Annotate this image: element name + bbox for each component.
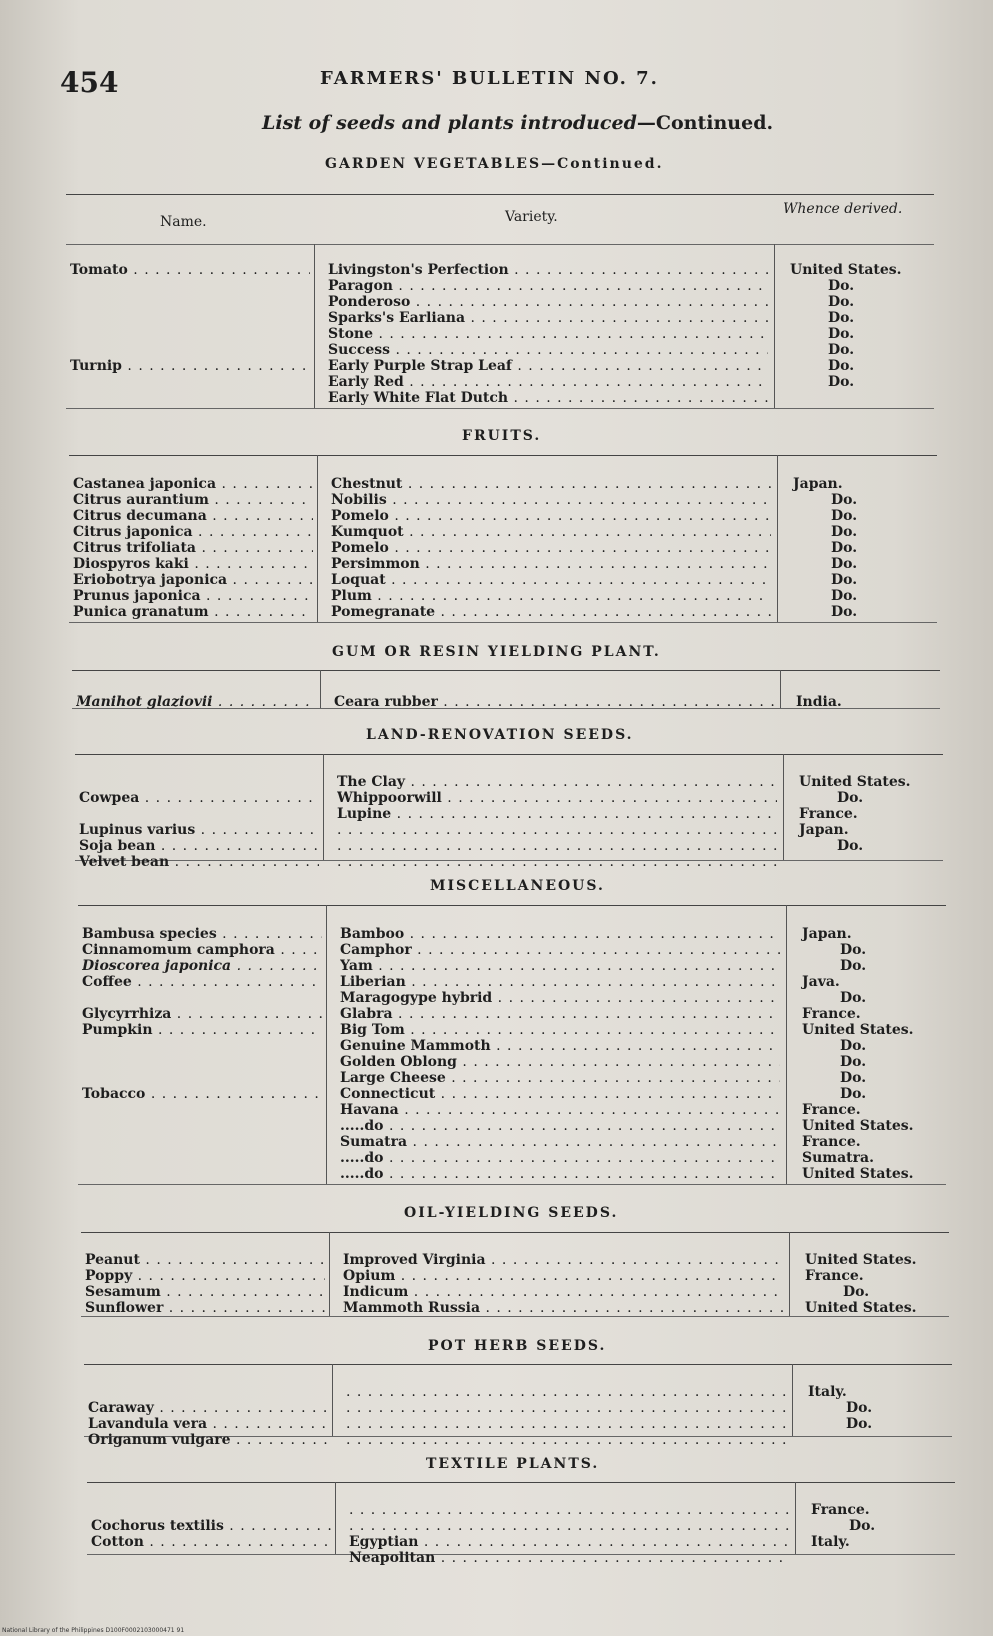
section-top-rule	[72, 670, 940, 671]
whence-derived: United States.	[799, 774, 911, 790]
whence-derived: Do.	[828, 294, 855, 310]
table-row	[0, 588, 993, 604]
section-title: MISCELLANEOUS.	[430, 878, 605, 894]
whence-derived: Italy.	[808, 1384, 847, 1400]
plant-name-text: Citrus trifoliata	[73, 540, 197, 556]
table-row	[0, 806, 993, 822]
list-title	[262, 112, 773, 134]
variety-cell	[340, 1086, 780, 1102]
plant-name-text: Origanum vulgare	[88, 1432, 231, 1448]
variety-cell	[331, 524, 771, 540]
variety-text: Success	[328, 342, 391, 358]
table-row	[0, 1102, 993, 1118]
plant-name-text: Glycyrrhiza	[82, 1006, 172, 1022]
section-title: POT HERB SEEDS.	[428, 1338, 607, 1354]
variety-cell	[340, 990, 780, 1006]
running-head: FARMERS' BULLETIN NO. 7.	[320, 68, 659, 89]
variety-text: Egyptian	[349, 1534, 419, 1550]
table-row	[0, 774, 993, 790]
table-row	[0, 1384, 993, 1400]
table-row	[0, 1432, 993, 1448]
whence-derived: Do.	[840, 942, 867, 958]
whence-derived: Do.	[831, 604, 858, 620]
table-row	[0, 342, 993, 358]
whence-derived: France.	[802, 1006, 861, 1022]
whence-derived: United States.	[790, 262, 902, 278]
table-row	[0, 1022, 993, 1038]
plant-name	[82, 942, 322, 958]
variety-cell	[337, 854, 777, 870]
plant-name-text: Cotton	[91, 1534, 144, 1550]
plant-name	[70, 358, 310, 374]
table-row	[0, 790, 993, 806]
variety-cell	[328, 374, 768, 390]
whence-derived: United States.	[805, 1300, 917, 1316]
section-title: FRUITS.	[462, 428, 542, 444]
table-row	[0, 508, 993, 524]
column-header-variety: Variety.	[505, 209, 558, 225]
plant-name-text: Poppy	[85, 1268, 133, 1284]
plant-name-text: Sunflower	[85, 1300, 164, 1316]
table-row	[0, 294, 993, 310]
section-title: OIL-YIELDING SEEDS.	[404, 1205, 619, 1221]
whence-derived: France.	[805, 1268, 864, 1284]
table-row	[0, 854, 993, 870]
table-row	[0, 1400, 993, 1416]
variety-text: Persimmon	[331, 556, 420, 572]
variety-text: Maragogype hybrid	[340, 990, 493, 1006]
whence-derived: Do.	[831, 508, 858, 524]
whence-derived: Do.	[840, 958, 867, 974]
variety-text: Improved Virginia	[343, 1252, 486, 1268]
table-row	[0, 1284, 993, 1300]
column-header-whence: Whence derived.	[783, 201, 903, 217]
variety-text: Pomelo	[331, 508, 389, 524]
variety-cell	[340, 1038, 780, 1054]
table-row	[0, 540, 993, 556]
whence-derived: France.	[802, 1134, 861, 1150]
plant-name-text: Cinnamomum camphora	[82, 942, 275, 958]
variety-cell	[328, 310, 768, 326]
variety-cell	[349, 1550, 789, 1566]
variety-cell	[349, 1518, 789, 1534]
table-row	[0, 1070, 993, 1086]
variety-text: Liberian	[340, 974, 406, 990]
plant-name-text: Castanea japonica	[73, 476, 217, 492]
plant-name	[73, 524, 313, 540]
table-row	[0, 1118, 993, 1134]
table-top-rule	[66, 194, 934, 195]
plant-name-text: Cochorus textilis	[91, 1518, 224, 1534]
plant-name-text: Eriobotrya japonica	[73, 572, 228, 588]
table-row	[0, 1518, 993, 1534]
variety-text: Glabra	[340, 1006, 393, 1022]
whence-derived: France.	[799, 806, 858, 822]
variety-text: The Clay	[337, 774, 406, 790]
whence-derived: Do.	[828, 326, 855, 342]
plant-name	[88, 1416, 328, 1432]
whence-derived: Do.	[831, 524, 858, 540]
variety-text: Pomelo	[331, 540, 389, 556]
variety-cell	[346, 1400, 786, 1416]
plant-name	[73, 476, 313, 492]
section-top-rule	[69, 455, 937, 456]
plant-name	[79, 854, 319, 870]
variety-cell	[346, 1416, 786, 1432]
variety-text: Bamboo	[340, 926, 405, 942]
plant-name-text: Velvet bean	[79, 854, 170, 870]
whence-derived: Sumatra.	[802, 1150, 874, 1166]
table-row	[0, 326, 993, 342]
plant-name-text: Cowpea	[79, 790, 140, 806]
plant-name	[85, 1300, 325, 1316]
variety-text: Camphor	[340, 942, 412, 958]
variety-cell	[340, 1102, 780, 1118]
plant-name	[91, 1534, 331, 1550]
variety-cell	[331, 588, 771, 604]
whence-derived: Japan.	[802, 926, 852, 942]
variety-cell	[340, 1070, 780, 1086]
section-title: GUM OR RESIN YIELDING PLANT.	[332, 644, 661, 660]
variety-text: Genuine Mammoth	[340, 1038, 491, 1054]
plant-name	[91, 1518, 331, 1534]
section-top-rule	[84, 1364, 952, 1365]
table-row	[0, 822, 993, 838]
plant-name	[73, 492, 313, 508]
variety-text: Plum	[331, 588, 372, 604]
whence-derived: Do.	[831, 588, 858, 604]
plant-name	[82, 926, 322, 942]
plant-name	[79, 822, 319, 838]
variety-text: Large Cheese	[340, 1070, 446, 1086]
table-row	[0, 524, 993, 540]
variety-text: Whippoorwill	[337, 790, 442, 806]
variety-cell	[331, 492, 771, 508]
whence-derived: France.	[811, 1502, 870, 1518]
section-bottom-rule	[66, 408, 934, 409]
variety-cell	[337, 822, 777, 838]
section-title: TEXTILE PLANTS.	[426, 1456, 600, 1472]
plant-name-text: Caraway	[88, 1400, 154, 1416]
section-title: LAND-RENOVATION SEEDS.	[366, 727, 634, 743]
list-title-continued: —Continued.	[636, 112, 774, 134]
table-row	[0, 1086, 993, 1102]
whence-derived: United States.	[802, 1118, 914, 1134]
table-row	[0, 358, 993, 374]
whence-derived: Do.	[828, 342, 855, 358]
plant-name-text: Peanut	[85, 1252, 140, 1268]
plant-name	[73, 588, 313, 604]
plant-name	[79, 790, 319, 806]
variety-cell	[349, 1534, 789, 1550]
variety-text: Nobilis	[331, 492, 387, 508]
variety-text: Loquat	[331, 572, 386, 588]
plant-name-text: Soja bean	[79, 838, 156, 854]
section-top-rule	[81, 1232, 949, 1233]
plant-name-text: Bambusa species	[82, 926, 217, 942]
plant-name	[70, 262, 310, 278]
whence-derived: Do.	[831, 556, 858, 572]
plant-name-text: Sesamum	[85, 1284, 161, 1300]
whence-derived: Do.	[846, 1416, 873, 1432]
variety-text: Lupine	[337, 806, 392, 822]
plant-name-text: Coffee	[82, 974, 132, 990]
table-row	[0, 926, 993, 942]
plant-name	[76, 694, 316, 710]
whence-derived: Italy.	[811, 1534, 850, 1550]
plant-name	[82, 974, 322, 990]
whence-derived: Do.	[849, 1518, 876, 1534]
whence-derived: Do.	[831, 492, 858, 508]
whence-derived: Do.	[831, 572, 858, 588]
variety-cell	[337, 806, 777, 822]
variety-text: Yam	[340, 958, 373, 974]
variety-cell	[340, 1054, 780, 1070]
variety-cell	[337, 838, 777, 854]
plant-name	[85, 1252, 325, 1268]
table-row	[0, 604, 993, 620]
table-row	[0, 1134, 993, 1150]
whence-derived: Do.	[831, 540, 858, 556]
variety-text: Indicum	[343, 1284, 409, 1300]
plant-name	[73, 556, 313, 572]
table-row	[0, 310, 993, 326]
plant-name	[79, 838, 319, 854]
whence-derived: Do.	[828, 278, 855, 294]
table-row	[0, 374, 993, 390]
variety-text: Connecticut	[340, 1086, 436, 1102]
plant-name	[88, 1432, 328, 1448]
plant-name	[73, 540, 313, 556]
whence-derived: Do.	[843, 1284, 870, 1300]
variety-cell	[346, 1384, 786, 1400]
table-row	[0, 390, 993, 406]
table-row	[0, 492, 993, 508]
plant-name	[73, 508, 313, 524]
table-row	[0, 1550, 993, 1566]
variety-cell	[334, 694, 774, 710]
plant-name-text: Citrus japonica	[73, 524, 193, 540]
variety-text: Neapolitan	[349, 1550, 436, 1566]
variety-cell	[343, 1252, 783, 1268]
whence-derived: Do.	[840, 1038, 867, 1054]
whence-derived: Do.	[828, 358, 855, 374]
table-row	[0, 1268, 993, 1284]
variety-cell	[340, 1022, 780, 1038]
variety-cell	[346, 1432, 786, 1448]
table-row	[0, 1054, 993, 1070]
plant-name-text: Pumpkin	[82, 1022, 153, 1038]
table-row	[0, 262, 993, 278]
variety-text: Paragon	[328, 278, 393, 294]
whence-derived: Do.	[840, 1054, 867, 1070]
whence-derived: Java.	[802, 974, 840, 990]
plant-name-text: Punica granatum	[73, 604, 209, 620]
table-row	[0, 1038, 993, 1054]
variety-cell	[340, 1006, 780, 1022]
plant-name	[85, 1284, 325, 1300]
table-row	[0, 556, 993, 572]
list-title-main: List of seeds and plants introduced	[262, 112, 637, 134]
plant-name-text: Citrus decumana	[73, 508, 207, 524]
table-row	[0, 1502, 993, 1518]
whence-derived: France.	[802, 1102, 861, 1118]
variety-cell	[337, 774, 777, 790]
variety-cell	[328, 342, 768, 358]
table-row	[0, 572, 993, 588]
variety-cell	[343, 1268, 783, 1284]
variety-text: Havana	[340, 1102, 399, 1118]
variety-text: Sumatra	[340, 1134, 408, 1150]
variety-text: Golden Oblong	[340, 1054, 457, 1070]
variety-cell	[349, 1502, 789, 1518]
section-bottom-rule	[78, 1184, 946, 1185]
variety-cell	[340, 1134, 780, 1150]
plant-name-text: Diospyros kaki	[73, 556, 189, 572]
variety-text: Stone	[328, 326, 374, 342]
whence-derived: India.	[796, 694, 842, 710]
variety-cell	[340, 958, 780, 974]
variety-cell	[340, 974, 780, 990]
whence-derived: United States.	[802, 1166, 914, 1182]
plant-name-text: Prunus japonica	[73, 588, 201, 604]
variety-text: Opium	[343, 1268, 396, 1284]
footer-note: National Library of the Philippines D100F0002103000471 91	[2, 1627, 185, 1634]
section-top-rule	[87, 1482, 955, 1483]
table-row	[0, 1252, 993, 1268]
variety-cell	[331, 508, 771, 524]
variety-text: Kumquot	[331, 524, 404, 540]
section-bottom-rule	[69, 622, 937, 623]
variety-text: Sparks's Earliana	[328, 310, 466, 326]
whence-derived: Do.	[828, 310, 855, 326]
variety-text: Mammoth Russia	[343, 1300, 481, 1316]
variety-text: Chestnut	[331, 476, 403, 492]
section-title: GARDEN VEGETABLES—Continued.	[325, 156, 664, 172]
table-row	[0, 990, 993, 1006]
table-row	[0, 1300, 993, 1316]
variety-cell	[340, 926, 780, 942]
whence-derived: Do.	[840, 1086, 867, 1102]
variety-text: .....do	[340, 1166, 384, 1182]
table-row	[0, 278, 993, 294]
header-bottom-rule	[66, 244, 934, 245]
table-row	[0, 1166, 993, 1182]
variety-cell	[331, 572, 771, 588]
whence-derived: Do.	[840, 990, 867, 1006]
variety-cell	[343, 1300, 783, 1316]
plant-name	[73, 604, 313, 620]
variety-cell	[340, 1166, 780, 1182]
table-row	[0, 1006, 993, 1022]
variety-text: Early White Flat Dutch	[328, 390, 509, 406]
variety-text: .....do	[340, 1118, 384, 1134]
variety-cell	[328, 390, 768, 406]
variety-cell	[331, 540, 771, 556]
plant-name	[88, 1400, 328, 1416]
table-row	[0, 974, 993, 990]
plant-name-text: Lupinus varius	[79, 822, 196, 838]
variety-cell	[328, 358, 768, 374]
plant-name	[82, 1022, 322, 1038]
plant-name	[73, 572, 313, 588]
plant-name-text: Dioscorea japonica	[82, 958, 232, 974]
whence-derived: Japan.	[793, 476, 843, 492]
whence-derived: United States.	[805, 1252, 917, 1268]
column-header-name: Name.	[160, 214, 207, 230]
plant-name-text: Manihot glaziovii	[76, 694, 213, 710]
table-row	[0, 1416, 993, 1432]
variety-cell	[331, 604, 771, 620]
variety-text: Early Purple Strap Leaf	[328, 358, 512, 374]
section-top-rule	[78, 905, 946, 906]
plant-name-text: Citrus aurantium	[73, 492, 209, 508]
whence-derived: Do.	[828, 374, 855, 390]
variety-text: Early Red	[328, 374, 404, 390]
table-row	[0, 1150, 993, 1166]
variety-text: Ponderoso	[328, 294, 411, 310]
whence-derived: United States.	[802, 1022, 914, 1038]
table-row	[0, 694, 993, 710]
variety-cell	[340, 1118, 780, 1134]
whence-derived: Japan.	[799, 822, 849, 838]
plant-name-text: Tobacco	[82, 1086, 146, 1102]
whence-derived: Do.	[846, 1400, 873, 1416]
table-row	[0, 1534, 993, 1550]
page-number: 454	[60, 66, 119, 99]
plant-name-text: Tomato	[70, 262, 128, 278]
section-top-rule	[75, 754, 943, 755]
whence-derived: Do.	[837, 838, 864, 854]
variety-text: Big Tom	[340, 1022, 405, 1038]
table-row	[0, 958, 993, 974]
variety-cell	[340, 942, 780, 958]
variety-text: Pomegranate	[331, 604, 436, 620]
plant-name	[82, 1086, 322, 1102]
variety-cell	[337, 790, 777, 806]
variety-cell	[328, 278, 768, 294]
variety-cell	[331, 556, 771, 572]
variety-cell	[328, 262, 768, 278]
variety-cell	[328, 326, 768, 342]
variety-cell	[328, 294, 768, 310]
variety-text: Ceara rubber	[334, 694, 438, 710]
variety-cell	[340, 1150, 780, 1166]
variety-cell	[331, 476, 771, 492]
plant-name	[85, 1268, 325, 1284]
table-row	[0, 838, 993, 854]
table-row	[0, 476, 993, 492]
section-bottom-rule	[81, 1316, 949, 1317]
plant-name-text: Turnip	[70, 358, 122, 374]
plant-name-text: Lavandula vera	[88, 1416, 208, 1432]
plant-name	[82, 1006, 322, 1022]
plant-name	[82, 958, 322, 974]
table-row	[0, 942, 993, 958]
variety-text: Livingston's Perfection	[328, 262, 509, 278]
whence-derived: Do.	[840, 1070, 867, 1086]
whence-derived: Do.	[837, 790, 864, 806]
variety-cell	[343, 1284, 783, 1300]
variety-text: .....do	[340, 1150, 384, 1166]
